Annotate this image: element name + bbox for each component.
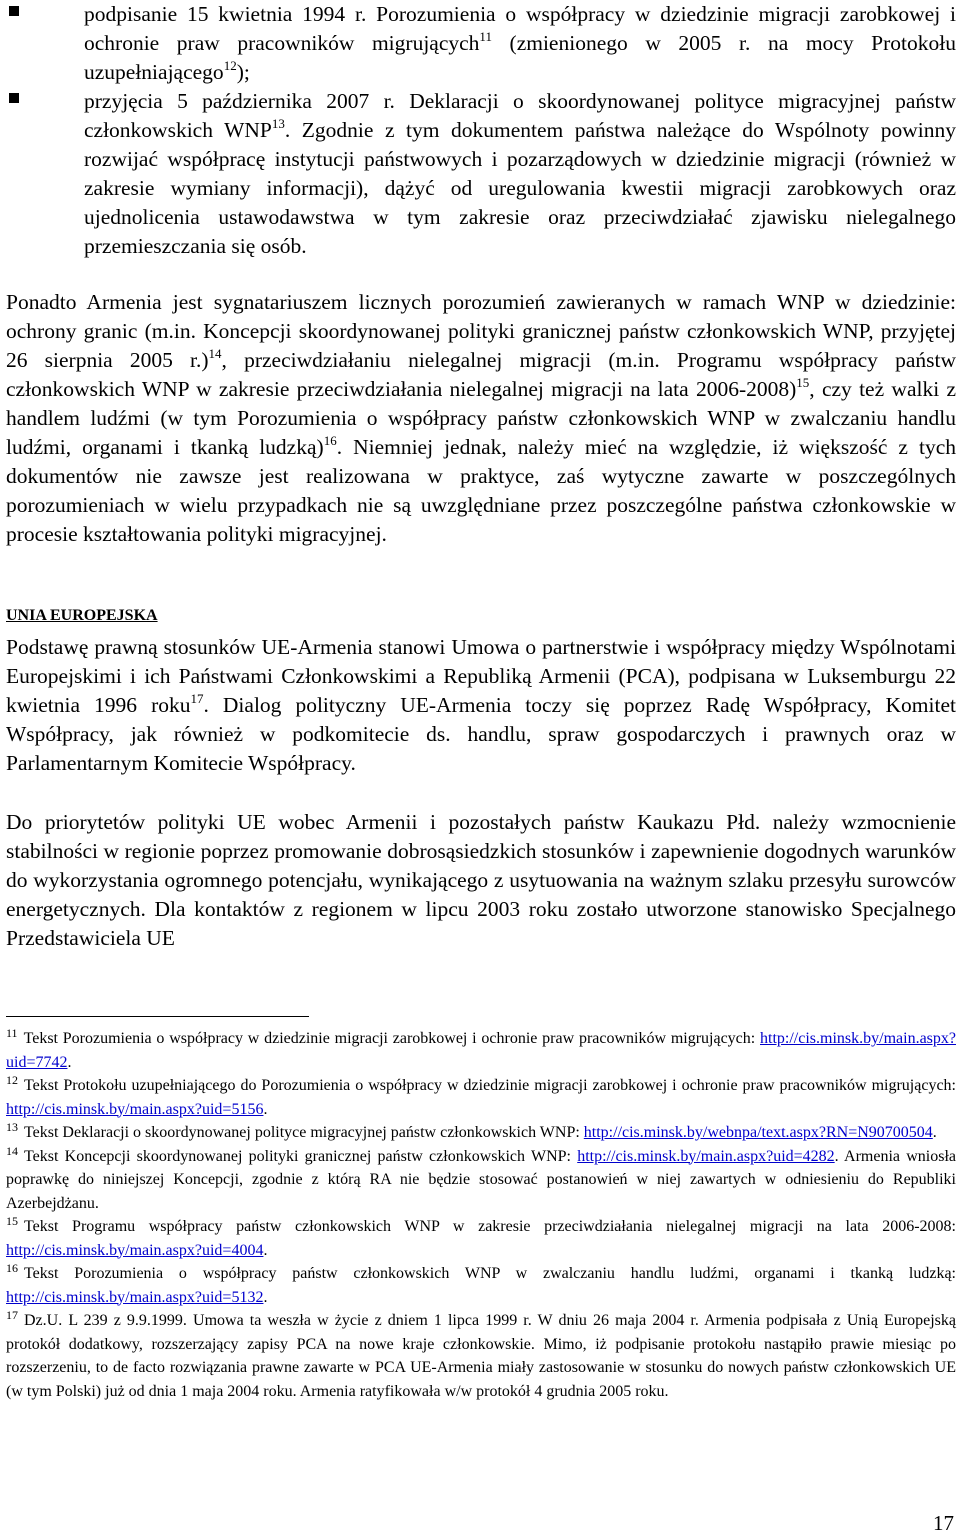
footnote-after: . bbox=[932, 1124, 937, 1141]
footnote-link[interactable]: http://cis.minsk.by/main.aspx?uid=4004 bbox=[6, 1241, 264, 1259]
footnote-15 bbox=[6, 1215, 956, 1262]
section-heading: UNIA EUROPEJSKA bbox=[6, 607, 158, 624]
footnote-link[interactable]: http://cis.minsk.by/main.aspx?uid=7742 bbox=[6, 1030, 956, 1071]
para-armenia-text-2: , przeciwdziałaniu nielegalnej migracji (m.in. Programu współpracy państw członkowskich WNP w zakresie przeciwdziałania nielegalnej migracji na lata 2006-2008) bbox=[6, 348, 956, 401]
footnote-text: Tekst Programu współpracy państw członkowskich WNP w zakresie przeciwdziałania nielegalnej migracji na lata 2006-2008: bbox=[24, 1218, 956, 1235]
bullet-item-2 bbox=[6, 87, 956, 261]
page-number: 17 bbox=[933, 1511, 954, 1535]
footnote-link[interactable]: http://cis.minsk.by/main.aspx?uid=5156 bbox=[6, 1100, 264, 1118]
paragraph-priorities: Do priorytetów polityki UE wobec Armenii i pozostałych państw Kaukazu Płd. należy wzmocnienie stabilności w regionie poprzez promowanie dobrosąsiedzkich stosunków i zapewnienie dogodnych warunków do wykorzystania ogromnego potencjału, wynikającego z usytuowania na ważnym szlaku przesyłu surowców energetycznych. Dla kontaktów z regionem w lipcu 2003 roku zostało utworzone stanowisko Specjalnego Przedstawiciela UE bbox=[6, 810, 956, 950]
para-armenia-text-3: , czy też walki z handlem ludźmi (w tym Porozumienia o współpracy państw członkowskich WNP w zwalczaniu handlu ludźmi, organami i tkanką ludzką) bbox=[6, 377, 957, 459]
square-bullet-icon bbox=[9, 93, 21, 107]
footnote-number: 11 bbox=[6, 1026, 18, 1040]
footnote-link[interactable]: http://cis.minsk.by/main.aspx?uid=5132 bbox=[6, 1288, 264, 1306]
footnote-text: Tekst Koncepcji skoordynowanej polityki granicznej państw członkowskich WNP: bbox=[24, 1147, 578, 1165]
para-armenia-text-4: . Niemniej jednak, należy mieć na względzie, iż większość z tych dokumentów nie zawsze jest realizowana w praktyce, zaś wytyczne zawarte w poszczególnych porozumieniach w wielu przypadkach nie są uwzględniane przez poszczególne państwa członkowskie w procesie kształtowania polityki migracyjnej. bbox=[6, 435, 956, 546]
bullet-1-text-3: ); bbox=[236, 60, 250, 84]
footnote-13 bbox=[6, 1121, 956, 1145]
footnote-12 bbox=[6, 1074, 956, 1121]
para-pca-text-1: Podstawę prawną stosunków UE-Armenia stanowi Umowa o partnerstwie i współpracy między Wspólnotami Europejskimi i ich Państwami Członkowskimi a Republiką Armenii (PCA), podpisana w Luksemburgu 22 kwietnia 1996 roku bbox=[6, 635, 956, 717]
footnote-text: Tekst Protokołu uzupełniającego do Porozumienia o współpracy w dziedzinie migracji zarobkowej i ochronie praw pracowników migrujących: bbox=[24, 1077, 956, 1094]
footnote-number: 14 bbox=[6, 1143, 18, 1158]
footnote-link[interactable]: http://cis.minsk.by/webnpa/text.aspx?RN=N90700504 bbox=[583, 1124, 933, 1141]
bullet-1-text-2: (zmienionego w 2005 r. na mocy Protokołu uzupełniającego bbox=[84, 31, 956, 84]
para-armenia-text-1: Ponadto Armenia jest sygnatariuszem licznych porozumień zawieranych w ramach WNP w dziedzinie: ochrony granic (m.in. Koncepcji skoordynowanej polityki granicznej państw członkowskich WNP, przyjętej 26 sierpnia 2005 r.) bbox=[6, 290, 956, 372]
bullet-list bbox=[6, 0, 956, 261]
footnote-after: . bbox=[263, 1288, 268, 1306]
footnote-number: 17 bbox=[6, 1308, 18, 1322]
footnote-ref-17[interactable]: 17 bbox=[190, 691, 204, 706]
footnote-text: Tekst Porozumienia o współpracy w dziedzinie migracji zarobkowej i ochronie praw pracowników migrujących: bbox=[23, 1030, 761, 1047]
paragraph-pca bbox=[6, 633, 956, 778]
para-pca-text-2: . Dialog polityczny UE-Armenia toczy się poprzez Radę Współpracy, Komitet Współpracy, jak również w podkomitecie ds. handlu, spraw gospodarczych i prawnych oraz w Parlamentarnym Komitecie Współpracy. bbox=[6, 693, 956, 775]
footnote-text: Tekst Porozumienia o współpracy państw członkowskich WNP w zwalczaniu handlu ludźmi, organami i tkanką ludzką: bbox=[24, 1265, 956, 1282]
footnote-separator bbox=[6, 1016, 309, 1017]
bullet-item-1 bbox=[6, 0, 956, 87]
footnote-after: . bbox=[67, 1053, 72, 1071]
footnote-16 bbox=[6, 1262, 956, 1309]
footnote-link[interactable]: http://cis.minsk.by/main.aspx?uid=4282 bbox=[577, 1147, 835, 1165]
bullet-1-text: podpisanie 15 kwietnia 1994 r. Porozumienia o współpracy w dziedzinie migracji zarobkowej i ochronie praw pracowników migrujących bbox=[84, 2, 956, 55]
footnote-ref-16[interactable]: 16 bbox=[323, 433, 337, 448]
footnote-number: 16 bbox=[6, 1261, 18, 1275]
footnote-text: Dz.U. L 239 z 9.9.1999. Umowa ta weszła w życie z dniem 1 lipca 1999 r. W dniu 26 maja 2004 r. Armenia podpisała z Unią Europejską protokół dodatkowy, rozszerzający zapisy PCA na nowe kraje członkowskie. Mimo, iż podpisanie protokołu nastąpiło prawie miesiąc po rozszerzeniu, to de facto rozwiązania prawne zawarte w PCA UE-Armenia miały zastosowanie w stosunku do nowych państw członkowskich UE (w tym Polski) już od dnia 1 maja 2004 roku. Armenia ratyfikowała w/w protokół 4 grudnia 2005 roku. bbox=[6, 1312, 956, 1400]
footnote-after: . bbox=[263, 1241, 268, 1259]
footnote-text: Tekst Deklaracji o skoordynowanej polityce migracyjnej państw członkowskich WNP: bbox=[24, 1124, 584, 1141]
footnote-after: . bbox=[263, 1100, 268, 1118]
footnote-ref-15[interactable]: 15 bbox=[796, 375, 810, 390]
square-bullet-icon bbox=[9, 6, 21, 20]
footnote-ref-13[interactable]: 13 bbox=[271, 116, 285, 131]
footnotes bbox=[6, 1027, 956, 1403]
footnote-number: 15 bbox=[6, 1214, 18, 1228]
bullet-2-text: przyjęcia 5 października 2007 r. Deklaracji o skoordynowanej polityce migracyjnej państw członkowskich WNP bbox=[84, 89, 956, 142]
footnote-number: 13 bbox=[6, 1120, 18, 1134]
footnote-ref-12[interactable]: 12 bbox=[223, 58, 237, 73]
footnote-after: . Armenia wniosła poprawkę do niniejszej Koncepcji, zgodnie z którą RA nie będzie stosować postanowień w niej zawartych w odniesieniu do Republiki Azerbejdżanu. bbox=[6, 1147, 957, 1212]
footnote-ref-14[interactable]: 14 bbox=[208, 346, 222, 361]
footnote-11 bbox=[6, 1027, 956, 1074]
footnote-14 bbox=[6, 1145, 956, 1216]
footnote-ref-11[interactable]: 11 bbox=[479, 29, 492, 44]
bullet-2-text-2: . Zgodnie z tym dokumentem państwa należące do Wspólnoty powinny rozwijać współpracę instytucji państwowych i pozarządowych w dziedzinie migracji (również w zakresie wymiany informacji), dążyć od uregulowania kwestii migracji zarobkowych oraz ujednolicenia ustawodawstwa w tym zakresie oraz przeciwdziałać zjawisku nielegalnego przemieszczania się osób. bbox=[84, 118, 957, 258]
footnote-number: 12 bbox=[6, 1073, 18, 1087]
paragraph-armenia-wnp bbox=[6, 288, 956, 549]
footnote-17 bbox=[6, 1309, 956, 1403]
